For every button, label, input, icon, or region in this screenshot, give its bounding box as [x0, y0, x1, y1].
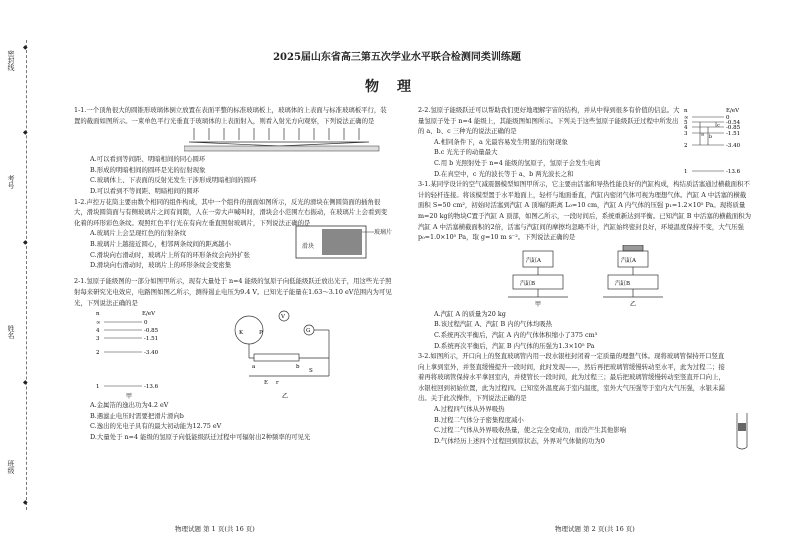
energy-level-n: 4	[96, 328, 100, 335]
option-2-1-a: A.金属箔的逸出功为4.2 eV	[90, 401, 169, 410]
option-3-2-a: A.过程四气体从外界吸热	[434, 405, 505, 414]
energy-level-value: -13.6	[144, 384, 159, 391]
n-header: n	[684, 108, 688, 114]
cylinder-a-label: 汽缸A	[526, 257, 541, 264]
figure-jia-label: 甲	[126, 393, 133, 401]
option-1-1-a: A.可以看到等间距、明暗相间的同心圆环	[90, 155, 206, 164]
binding-mark: ◆	[23, 239, 28, 246]
figure-jia-label: 甲	[535, 300, 542, 307]
switch-s: S	[309, 368, 313, 375]
option-1-2-c: C.滑块向右滑动时，玻璃片上所有的环形条纹会向外扩张	[90, 250, 251, 259]
option-1-2-d: D.滑块向右滑动时，玻璃片上的环形条纹会变密集	[90, 261, 232, 270]
slider-end-a: a	[252, 364, 256, 371]
binding-mark: ◆	[23, 379, 28, 386]
energy-level-value: 0	[144, 320, 148, 327]
name-label: 姓名	[7, 325, 15, 339]
q3-2-block	[418, 351, 752, 446]
transition-label: a	[701, 131, 704, 138]
internal-r: r	[276, 380, 279, 387]
energy-level-value: -3.40	[726, 143, 741, 149]
kaleidoscope-figure	[294, 222, 392, 262]
energy-level-value: -1.51	[144, 336, 159, 343]
transition-label: b	[709, 134, 713, 140]
page-footer-left: 物理试题 第 1 页(共 16 页)	[175, 525, 255, 533]
energy-level-value: -0.85	[144, 328, 159, 335]
energy-level-n: 4	[684, 125, 688, 131]
question-1-1: 1-1.一个顶角很大的圆锥形玻璃体倒立放置在表面平整的标准玻璃板上，玻璃体的上表面与标准玻璃板平行，装置的截面如图所示。一束单色平行光垂直于玻璃体的上表面射入，则看入射光方向观察，下列说法正确的是	[74, 106, 387, 125]
energy-level-n: ∞	[96, 320, 101, 327]
energy-level-value: -1.51	[726, 131, 741, 137]
air-shock-absorber-figure	[508, 245, 688, 307]
cylinder-a-label: 汽缸A	[621, 257, 636, 264]
energy-unit: E/eV	[726, 108, 740, 114]
option-2-1-c: C.逸出的光电子具有的最大初动能为12.75 eV	[90, 422, 222, 431]
energy-unit: E/eV	[142, 311, 156, 318]
energy-level-diagram-jia	[94, 308, 174, 400]
class-label: 班级	[7, 460, 15, 474]
question-2-1: 2-1.氢原子能级图的一部分如图甲所示，现有大量处于 n=4 能级的氢原子向低能级跃迁放出光子，用这些光子照射每来研究光电效应，电路图如图乙所示，测得遏止电压为9.4 V。已知光子能量在1.63～3.10 eV范围内为可见光，下列说法正确的是	[74, 277, 392, 307]
voltmeter-symbol: V	[281, 314, 285, 321]
option-1-1-d: D.可以看到不等间距、明暗相间的圆环	[90, 186, 200, 195]
energy-level-value: -0.85	[726, 125, 741, 131]
question-1-2: 1-2.声控万花筒主要由数个相同的组件构成，其中一个组件的剖面如图所示，反光的滑块在侧圆筒面的插角很大，滑块圆筒面与有侧玻璃片之间有间隙，人在一旁大声喊叫时，滑块会小范围左右振动，在玻璃片上会看到变化着的环形彩色条纹。观照红色平行光在有向左垂直照射玻璃片，下列说法正确的是	[74, 197, 388, 227]
option-2-1-d: D.大量处于 n=4 能级的氢原子向低能级跃迁过程中可辐射出2种频率的可见光	[90, 432, 311, 441]
galvanometer-symbol: G	[306, 328, 311, 335]
exam-title: 2025届山东省高三第五次学业水平联合检测同类训练题	[273, 52, 521, 63]
energy-level-n: 3	[96, 336, 100, 343]
cone-glass-figure	[184, 128, 384, 152]
option-3-2-d: D.气体经历上述四个过程回到原状态，外界对气体做的功为0	[434, 436, 605, 445]
energy-level-n: ∞	[684, 115, 689, 121]
transition-label: c	[717, 122, 720, 129]
option-2-2-c: C.用 b 光照射处于 n=4 能级的氢原子，氢原子会发生电离	[434, 158, 601, 167]
cathode-k: K	[239, 330, 244, 337]
option-3-1-d: D.系统再次平衡后，汽缸 B 内气体的压强为1.3×10⁵ Pa	[434, 341, 595, 350]
binding-mark: ◆	[23, 129, 28, 136]
seal-line	[26, 40, 27, 510]
question-2-2: 2-2.氢原子能级跃迁可以帮助我们更好地理解宇宙的结构，并从中得到很多有价值的信息。大量氢原子处于 n=4 能级上，其能级图如图所示。下列关于这些氢原子能级跃迁过程中所发出的 a、b、c 三种光的说法正确的是	[418, 106, 680, 136]
energy-level-value: -13.6	[726, 169, 741, 175]
option-3-1-c: C.系统再次平衡后，汽缸 A 内的气体体积缩小了375 cm³	[434, 330, 598, 339]
figure-yi-label: 乙	[282, 393, 289, 401]
energy-level-value: -0.54	[726, 120, 741, 126]
energy-level-n: 1	[684, 169, 688, 175]
option-1-1-b: B.形成的明暗相间的圆环是光的衍射现象	[90, 165, 206, 174]
energy-level-n: 2	[684, 143, 688, 149]
energy-level-value: 0	[726, 115, 730, 121]
energy-level-diagram-right	[682, 105, 752, 177]
binding-mark: ◆	[23, 499, 28, 506]
glass-tube-figure	[734, 411, 750, 451]
glass-label: 玻璃片	[374, 229, 392, 237]
q2-1-figures	[74, 308, 392, 400]
option-3-1-b: B.该过程汽缸 A、汽缸 B 内的气体均吸热	[434, 320, 552, 329]
cylinder-b-label: 汽缸B	[520, 280, 536, 287]
exam-number-label: 考号	[7, 175, 15, 189]
option-2-2-d: D.在真空中，c 光的波长等于 a、b 两光波长之和	[434, 169, 574, 178]
seal-line-label: 密封线	[7, 50, 15, 71]
emf-e: E	[264, 380, 269, 387]
option-3-2-b: B.过程二气体分子密集程度减小	[434, 415, 524, 424]
q1-2-options-block	[74, 228, 392, 276]
right-column	[418, 105, 752, 446]
energy-level-n: 3	[684, 131, 688, 137]
q2-2-block	[418, 105, 752, 179]
option-2-2-b: B.c 光光子的动量最大	[434, 148, 498, 157]
slider-label: 滑块	[302, 243, 315, 251]
option-1-2-a: A.玻璃片上会呈现红色的衍射条纹	[90, 229, 187, 238]
photoelectric-circuit-yi	[214, 308, 354, 400]
figure-yi-label: 乙	[630, 300, 637, 307]
question-3-1: 3-1.某同学设计的空气减震器模型如图甲所示，它主要由活塞和导热性能良好的汽缸构成，构结质活塞通过横截面积不计的轻杆连接。将该模型置于水平地面上，轻杆与地面垂直，汽缸内密闭气体可视为理想气体。汽缸 A 中活塞的横截面积 S=50 cm²，初始时活塞到汽缸 A 顶端的距离 L₀=10 cm，汽缸 A 内气体的压强 p₁=1.2×10⁵ Pa。现将质量 m=20 kg的物块C置于汽缸 A 顶部，如图乙所示，一段时间后，系统重新达到平衡。已知汽缸 B 中活塞的横截面积为汽缸 A 中活塞横截面积的2倍，活塞与汽缸间的摩擦均忽略不计，汽缸始终密封良好，环境温度保持不变，大气压强 p₀=1.0×10⁵ Pa，取 g=10 m s⁻²。下列说法正确的是	[418, 180, 752, 242]
option-2-1-b: B.遇滤止电压时需要把滑片滑向b	[90, 411, 184, 420]
option-3-1-a: A.汽缸 A 的质量为20 kg	[434, 309, 506, 318]
subject-title: 物理	[365, 79, 429, 95]
slider-end-b: b	[296, 364, 300, 371]
question-3-2: 3-2.如图所示，开口向上的竖直玻璃管内用一段水银柱封闭着一定质量的理想气体。现将玻璃管保持开口竖直向上拿到室外，并竖直缓慢提升一段时间，此时发现——，然后再把玻璃管缓慢转动至水平，此为过程二；接着再将玻璃管保持水平拿回室内，并使管长一段时间，此为过程三；最后把玻璃管缓慢转动至竖直开口向上，水银柱回到初始位置，此为过程四。已知室外温度高于室内温度，室外大气压强等于室内大气压强，水银未漏出。关于此次操作，下列说法正确的是	[418, 352, 725, 403]
option-2-2-a: A.相同条件下，a 光最容易发生明显的衍射现象	[434, 137, 568, 146]
n-header: n	[96, 311, 100, 318]
anode-p: P	[259, 330, 263, 337]
left-column	[74, 105, 392, 443]
option-1-2-b: B.玻璃片上越接近圆心，相邻两条纹间的距离越小	[90, 239, 231, 248]
option-1-1-c: C.玻璃体上、下表面的反射光发生干涉形成明暗相间的圆环	[90, 176, 257, 185]
energy-level-value: -3.40	[144, 350, 159, 357]
energy-level-n: 5	[684, 120, 688, 126]
binding-mark: ◆	[23, 44, 28, 51]
energy-level-n: 2	[96, 350, 100, 357]
energy-level-n: 1	[96, 384, 100, 391]
page-footer-right: 物理试题 第 2 页(共 16 页)	[555, 525, 635, 533]
cylinder-b-label: 汽缸B	[615, 280, 631, 287]
option-3-2-c: C.过程二气体从外界吸收热量，使之完全变成功，而没产生其他影响	[434, 426, 627, 435]
